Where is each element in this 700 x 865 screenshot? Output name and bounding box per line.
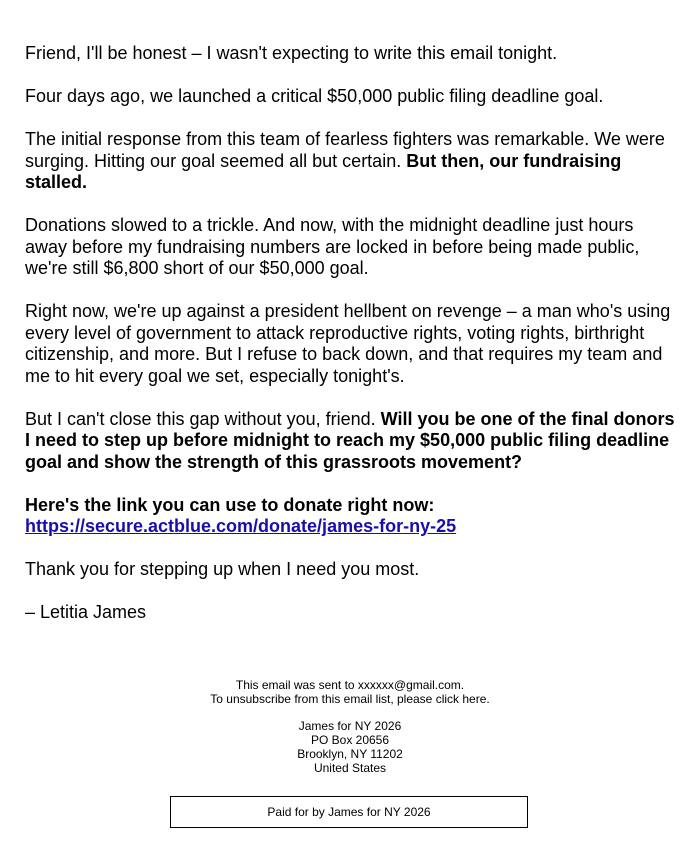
signature: – Letitia James	[25, 602, 147, 622]
paragraph-donate	[25, 495, 680, 538]
donate-link-label: Here's the link you can use to donate right now:	[25, 494, 435, 515]
email-body	[25, 43, 680, 645]
ask-text: But I can't close this gap without you, friend.	[25, 408, 381, 429]
footer-gap	[0, 706, 700, 719]
sent-to-notice: This email was sent to xxxxxx@gmail.com.	[235, 678, 465, 692]
paragraph-thanks: Thank you for stepping up when I need you most.	[25, 559, 420, 579]
paragraph-ask	[25, 409, 680, 474]
paragraph-response	[25, 129, 680, 194]
paragraph-greeting: Friend, I'll be honest – I wasn't expecting to write this email tonight.	[25, 43, 558, 63]
country: United States	[313, 761, 387, 775]
response-text: The initial response from this team of fearless fighters was remarkable. We were surging. Hitting our goal seemed all but certain.	[25, 129, 665, 171]
stalled-emphasis: But then, our fundraising stalled.	[25, 150, 622, 192]
po-box: PO Box 20656	[310, 733, 390, 747]
city-address: Brooklyn, NY 11202	[297, 747, 403, 761]
paragraph-stakes: Right now, we're up against a president hellbent on revenge – a man who's using every level of government to attack reproductive rights, voting rights, birthright citizenship, and more. But I refuse to back down, and that requires my team and me to hit every goal we set, especially tonight's.	[25, 301, 671, 386]
paragraph-launch: Four days ago, we launched a critical $50,000 public filing deadline goal.	[25, 86, 604, 106]
unsubscribe-link[interactable]: To unsubscribe from this email list, please click here.	[210, 692, 490, 706]
paid-for-disclaimer	[170, 796, 528, 828]
org-name: James for NY 2026	[298, 719, 402, 733]
donate-link[interactable]: https://secure.actblue.com/donate/james-for-ny-25	[25, 516, 457, 536]
email-footer	[0, 678, 700, 775]
unsubscribe-notice	[0, 692, 700, 706]
ask-emphasis: Will you be one of the final donors I need to step up before midnight to reach my $50,000 public filing deadline goal and show the strength of this grassroots movement?	[25, 408, 675, 472]
paragraph-deadline: Donations slowed to a trickle. And now, with the midnight deadline just hours away before my fundraising numbers are locked in before being made public, we're still $6,800 short of our $50,000 goal.	[25, 215, 640, 278]
paid-for-text: Paid for by James for NY 2026	[267, 805, 431, 819]
